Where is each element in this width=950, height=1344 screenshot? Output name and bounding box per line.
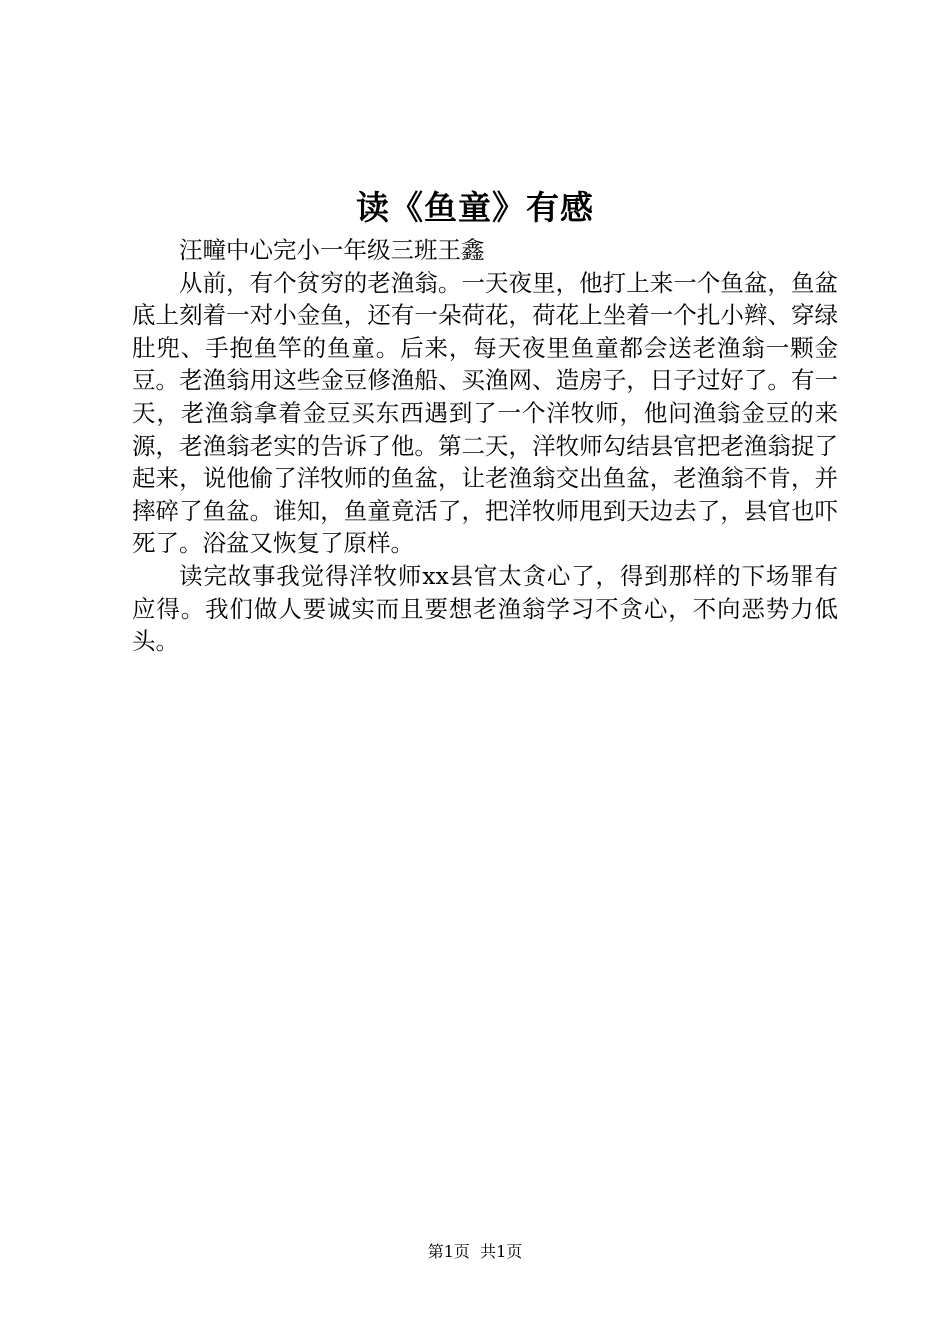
author-line: 汪疃中心完小一年级三班王鑫 — [179, 236, 485, 264]
paragraph-story: 从前，有个贫穷的老渔翁。一天夜里，他打上来一个鱼盆，鱼盆底上刻着一对小金鱼，还有一朵荷花，荷花上坐着一个扎小辫、穿绿肚兜、手抱鱼竿的鱼童。后来，每天夜里鱼童都会送老渔翁一颗金豆。老渔翁用这些金豆修渔船、买渔网、造房子，日子过好了。有一天，老渔翁拿着金豆买东西遇到了一个洋牧师，他问渔翁金豆的来源，老渔翁老实的告诉了他。第二天，洋牧师勾结县官把老渔翁捉了起来，说他偷了洋牧师的鱼盆，让老渔翁交出鱼盆，老渔翁不肯，并摔碎了鱼盆。谁知，鱼童竟活了，把洋牧师甩到天边去了，县官也吓死了。浴盆又恢复了原样。 — [132, 268, 838, 558]
document-title: 读《鱼童》有感 — [356, 188, 594, 227]
paragraph-reflection: 读完故事我觉得洋牧师xx县官太贪心了，得到那样的下场罪有应得。我们做人要诚实而且要想老渔翁学习不贪心，不向恶势力低头。 — [132, 561, 838, 656]
document-body — [132, 234, 838, 658]
page-footer — [0, 1240, 950, 1264]
page-total: 共1页 — [480, 1242, 523, 1261]
page-number: 第1页 — [427, 1242, 470, 1261]
